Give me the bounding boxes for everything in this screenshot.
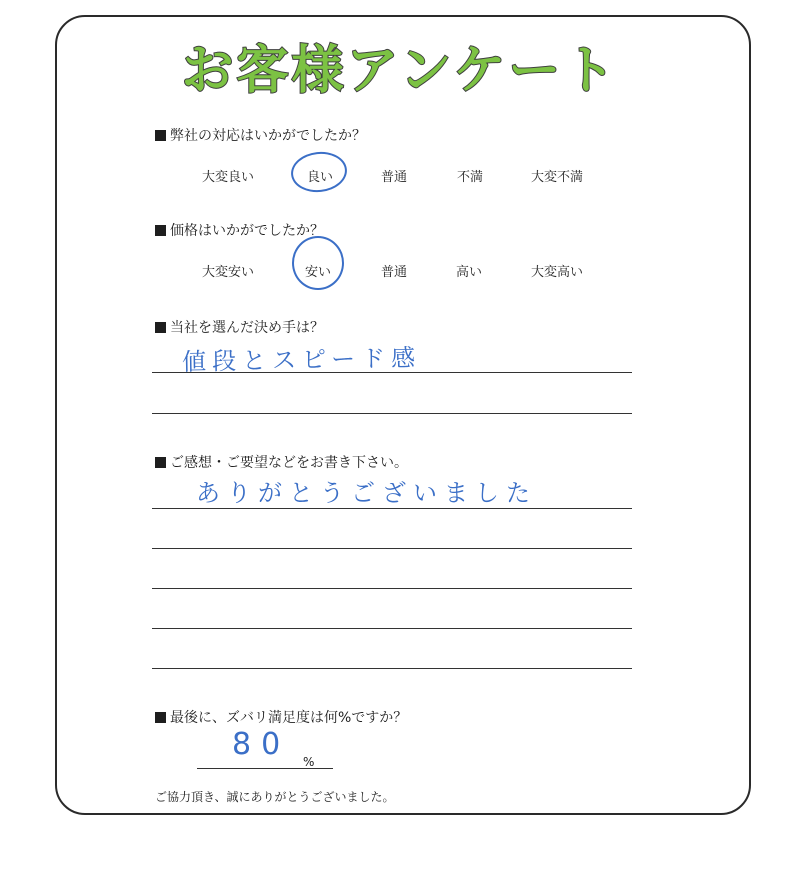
option-service-very-good: 大変良い [202, 170, 255, 185]
answer-line [152, 508, 632, 509]
handwritten-satisfaction-value: 80 [232, 727, 291, 762]
question-service: 弊社の対応はいかがでしたか？ [155, 125, 366, 145]
selected-circle-mark [292, 236, 344, 290]
square-bullet-icon [155, 130, 166, 141]
handwritten-comments: ありがとうございました [196, 479, 537, 507]
question-price: 価格はいかがでしたか？ [155, 220, 324, 240]
option-service-normal: 普通 [381, 170, 408, 185]
question-satisfaction: 最後に、ズバリ満足度は何%ですか？ [155, 707, 407, 727]
answer-line [152, 548, 632, 549]
survey-title: お客様アンケート [181, 41, 619, 101]
question-deciding-factor: 当社を選んだ決め手は？ [155, 317, 324, 337]
answer-line [152, 372, 632, 373]
answer-line [152, 628, 632, 629]
square-bullet-icon [155, 457, 166, 468]
option-price-very-cheap: 大変安い [202, 265, 255, 280]
question-comments: ご感想・ご要望などをお書き下さい。 [155, 452, 408, 472]
option-service-dissatisfied: 不満 [457, 170, 484, 185]
option-price-expensive: 高い [456, 265, 483, 280]
answer-line [152, 668, 632, 669]
square-bullet-icon [155, 225, 166, 236]
option-price-cheap: 安い [305, 265, 332, 280]
handwritten-deciding-factor: 値段とスピード感 [181, 343, 422, 377]
percent-unit: % [303, 755, 315, 769]
square-bullet-icon [155, 322, 166, 333]
square-bullet-icon [155, 712, 166, 723]
thank-you-note: ご協力頂き、誠にありがとうございました。 [155, 790, 395, 804]
option-price-very-expensive: 大変高い [531, 265, 584, 280]
option-price-normal: 普通 [381, 265, 408, 280]
option-service-very-dissatisfied: 大変不満 [531, 170, 584, 185]
answer-line [152, 413, 632, 414]
answer-line [152, 588, 632, 589]
option-service-good: 良い [307, 170, 334, 185]
